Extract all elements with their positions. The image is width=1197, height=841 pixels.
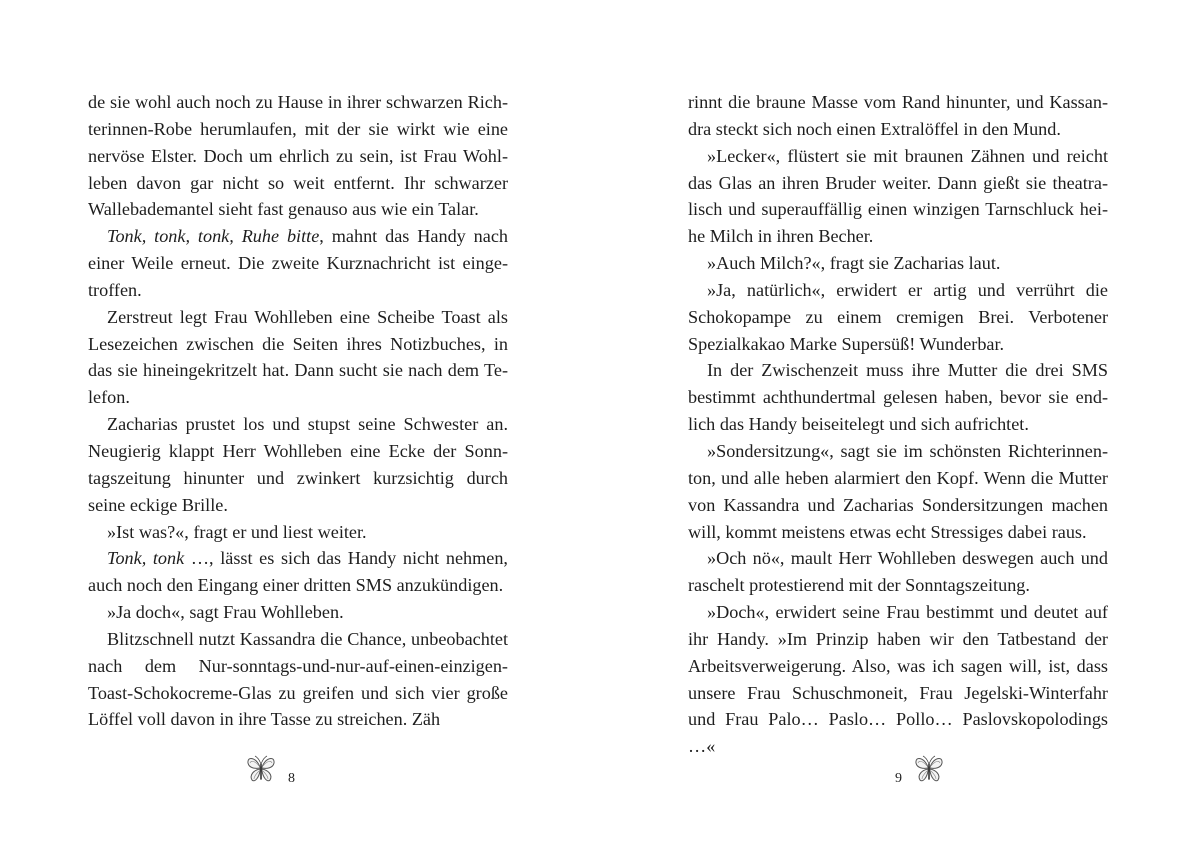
paragraph-text: …, lässt es sich das Handy nicht nehmen, auch noch den Eingang einer dritten SMS anzukündigen. (88, 548, 508, 596)
paragraph: »Och nö«, mault Herr Wohlleben deswegen auch und raschelt protestierend mit der Sonntagszeitung. (688, 548, 1108, 596)
paragraph (88, 223, 508, 304)
paragraph: rinnt die braune Masse vom Rand hinunter, und Kassandra steckt sich noch einen Extralöffel in den Mund. (688, 92, 1108, 139)
left-page-text (88, 89, 508, 733)
left-page (0, 0, 598, 841)
paragraph: »Ja doch«, sagt Frau Wohlleben. (107, 602, 344, 623)
right-page-text (688, 89, 1108, 760)
paragraph: »Doch«, erwidert seine Frau bestimmt und deutet auf ihr Handy. »Im Prinzip haben wir den Tatbestand der Arbeitsverweigerung. Also, was ich sagen will, ist, dass unsere Frau Schuschmoneit, Frau Jegelski-Winterfahr und Frau Palo… Paslo… Pollo… Paslovskopolodings …« (688, 602, 1108, 757)
paragraph (88, 545, 508, 599)
paragraph: Zerstreut legt Frau Wohlleben eine Scheibe Toast als Lesezeichen zwischen die Seiten ihres Notizbuches, in das sie hineingekritzelt hat. Dann sucht sie nach dem Telefon. (88, 306, 508, 408)
paragraph: »Sondersitzung«, sagt sie im schönsten Richterinnenton, und alle heben alarmiert den Kopf. Wenn die Mutter von Kassandra und Zacharias Sondersitzungen machen will, kommt meistens etwas echt Stressiges dabei raus. (688, 440, 1108, 542)
italic-sound: Tonk, tonk, tonk, Ruhe bitte (107, 226, 320, 247)
paragraph: Blitzschnell nutzt Kassandra die Chance, unbeobachtet nach dem Nur-sonntags-und-nur-auf-einen-einzigen-Toast-Schokocreme-Glas zu greifen und sich vier große Löffel voll davon in ihre Tasse zu streichen. Zäh (88, 628, 508, 730)
paragraph: de sie wohl auch noch zu Hause in ihrer schwarzen Richterinnen-Robe herumlaufen, mit der sie wirkt wie eine nervöse Elster. Doch um ehrlich zu sein, ist Frau Wohlleben davon gar nicht so weit entfernt. Ihr schwarzer Wallebademantel sieht fast genauso aus wie ein Talar. (88, 92, 508, 220)
paragraph: In der Zwischenzeit muss ihre Mutter die drei SMS bestimmt achthundertmal gelesen haben, bevor sie endlich das Handy beiseitelegt und sich aufrichtet. (688, 360, 1108, 435)
page-number: 9 (895, 771, 902, 786)
paragraph-text: , mahnt das Handy nach einer Weile erneut. Die zweite Kurznachricht ist eingetroffen. (88, 226, 508, 300)
paragraph: »Auch Milch?«, fragt sie Zacharias laut. (707, 253, 1001, 274)
italic-sound: Tonk, tonk (107, 548, 185, 569)
right-page (599, 0, 1197, 841)
butterfly-icon (912, 752, 946, 786)
paragraph: »Ist was?«, fragt er und liest weiter. (107, 521, 367, 542)
paragraph: »Lecker«, flüstert sie mit braunen Zähnen und reicht das Glas an ihren Bruder weiter. Dann gießt sie theatralisch und superauffällig einen winzigen Tarnschluck heihe Milch in ihren Becher. (688, 145, 1108, 247)
paragraph: »Ja, natürlich«, erwidert er artig und verrührt die Schokopampe zu einem cremigen Brei. Verbotener Spezialkakao Marke Supersüß! Wunderbar. (688, 279, 1108, 354)
left-page-footer (244, 749, 295, 789)
butterfly-icon (244, 752, 278, 786)
paragraph: Zacharias prustet los und stupst seine Schwester an. Neugierig klappt Herr Wohlleben eine Ecke der Sonntagszeitung hinunter und zwinkert kurzsichtig durch seine eckige Brille. (88, 414, 508, 515)
right-page-footer (895, 749, 946, 789)
page-number: 8 (288, 771, 295, 786)
